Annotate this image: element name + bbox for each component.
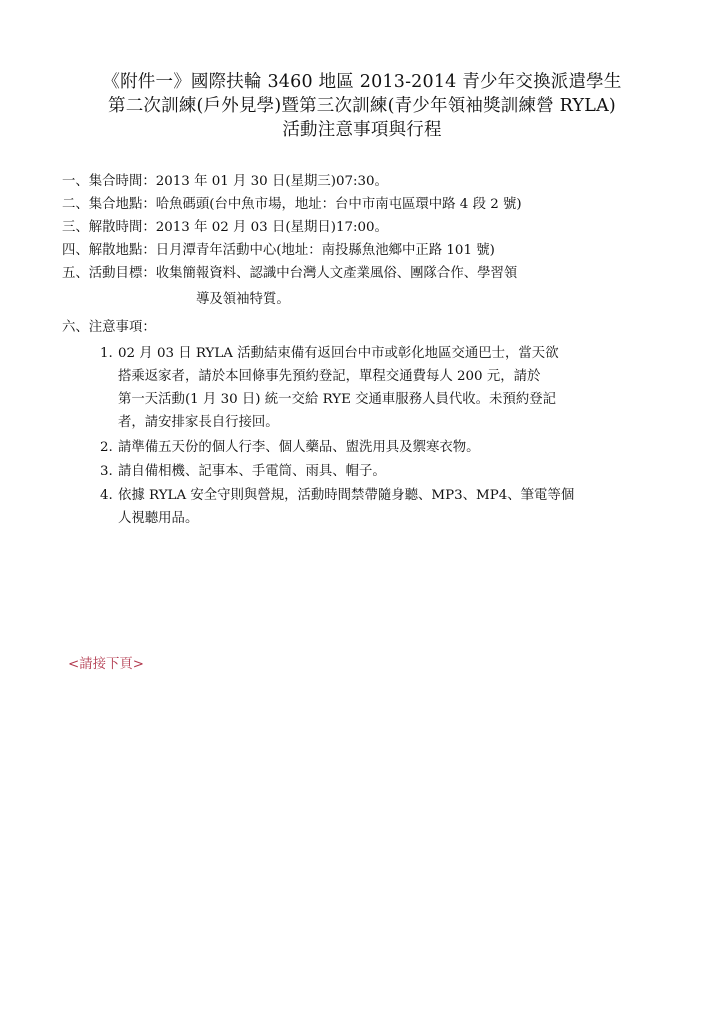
note-1-line-3: 第一天活動(1 月 30 日) 統一交給 RYE 交通車服務人員代收。未預約登記 [118,392,556,407]
document-title-line-1: 《附件一》國際扶輪 3460 地區 2013-2014 青少年交換派遣學生 [102,72,622,92]
note-number: 4. [100,488,113,503]
dismissal-place-item [62,241,495,261]
item-value: 日月潭青年活動中心(地址：南投縣魚池鄉中正路 101 號) [155,243,495,258]
item-label: 三、解散時間： [62,220,156,235]
note-1-line-1: 02 月 03 日 RYLA 活動結束備有返回台中市或彰化地區交通巴士，當天欲 [118,346,559,361]
note-4-line-2: 人視聽用品。 [118,511,199,526]
activity-goal-continuation: 導及領袖特質。 [196,292,290,307]
item-label: 二、集合地點： [62,197,156,212]
item-value: 哈魚碼頭(台中魚市場，地址：台中市南屯區環中路 4 段 2 號) [155,197,522,212]
activity-goal-item [62,264,517,284]
note-1-line-2: 搭乘返家者，請於本回條事先預約登記，單程交通費每人 200 元，請於 [118,369,541,384]
item-label: 五、活動目標： [62,266,156,281]
document-title-line-3: 活動注意事項與行程 [282,120,442,140]
item-value: 2013 年 01 月 30 日(星期三)07:30。 [155,174,388,189]
item-label: 四、解散地點： [62,243,156,258]
note-3-line-1: 請自備相機、記事本、手電筒、雨具、帽子。 [118,464,386,479]
note-number: 2. [100,440,113,455]
assembly-time-item [62,172,388,192]
item-value: 收集簡報資料、認識中台灣人文產業風俗、團隊合作、學習領 [155,266,518,281]
notes-heading: 六、注意事項： [62,320,156,335]
note-1-line-4: 者，請安排家長自行接回。 [118,415,279,430]
item-value: 2013 年 02 月 03 日(星期日)17:00。 [155,220,388,235]
continue-next-page-note: <請接下頁> [68,657,145,672]
dismissal-time-item [62,218,388,238]
assembly-place-item [62,195,522,215]
note-2-line-1: 請準備五天份的個人行李、個人藥品、盥洗用具及禦寒衣物。 [118,440,480,455]
note-4-line-1: 依據 RYLA 安全守則與營規，活動時間禁帶隨身聽、MP3、MP4、筆電等個 [118,488,575,503]
item-label: 一、集合時間： [62,174,156,189]
note-number: 1. [100,346,113,361]
note-number: 3. [100,464,113,479]
document-title-line-2: 第二次訓練(戶外見學)暨第三次訓練(青少年領袖獎訓練營 RYLA) [108,96,616,116]
